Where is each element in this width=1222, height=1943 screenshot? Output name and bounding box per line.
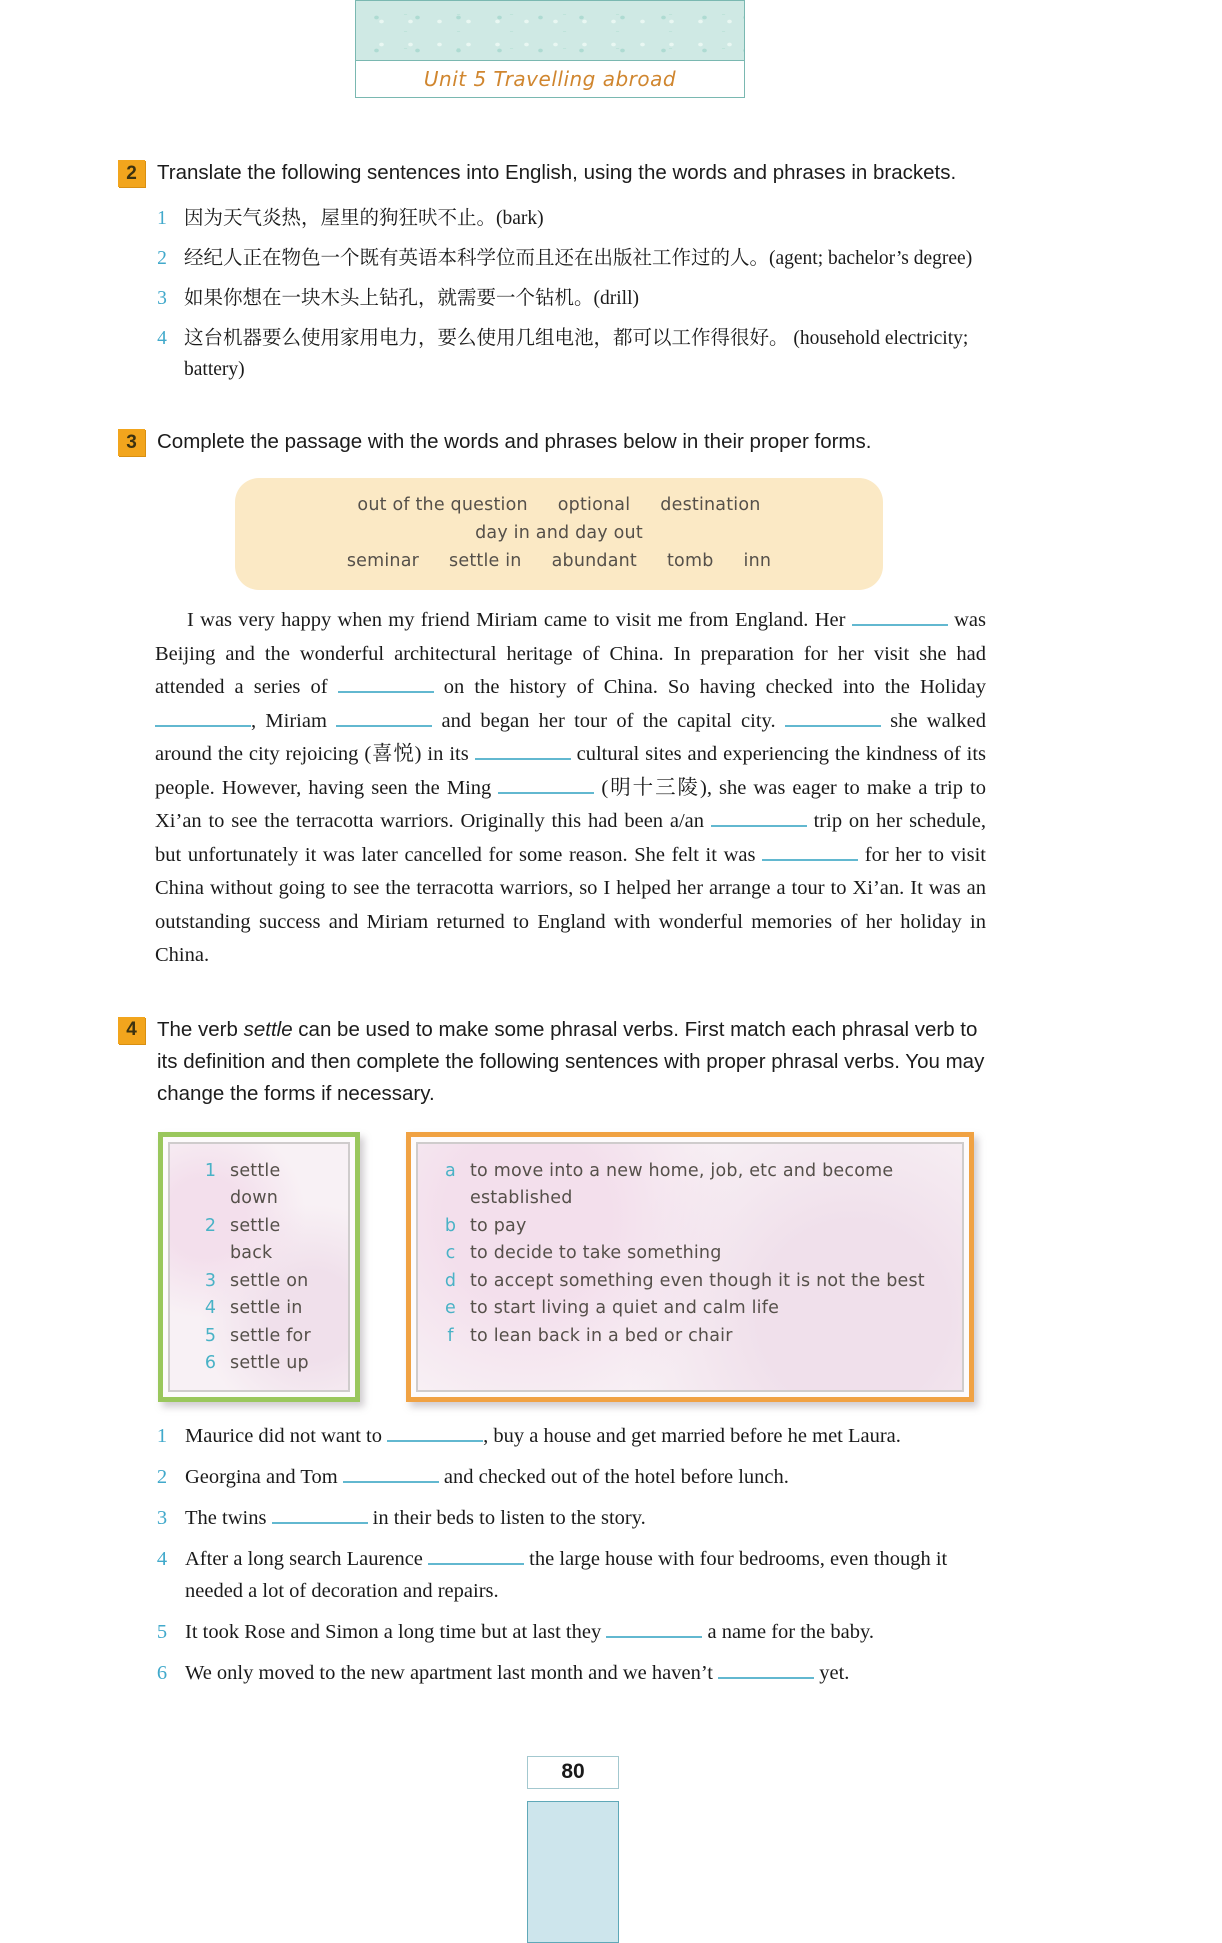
- phrasal-verb-text: settle down: [230, 1160, 281, 1208]
- phrasal-verb-list: [168, 1142, 350, 1392]
- fill-in-blank: [606, 1624, 702, 1638]
- phrasal-verb-number: 2: [204, 1215, 217, 1236]
- sentence-number: 2: [156, 1465, 168, 1488]
- item-number: 2: [157, 248, 167, 269]
- item-number: 3: [157, 288, 167, 309]
- word-bank-item: seminar: [346, 551, 420, 571]
- fill-in-blank: [762, 847, 858, 861]
- sentence-list: [118, 1420, 1104, 1690]
- fill-in-blank: [498, 780, 594, 794]
- item-text: 因为天气炎热，屋里的狗狂吠不止。(bark): [184, 208, 544, 229]
- fill-in-blank: [711, 813, 807, 827]
- phrasal-verb-item: [204, 1268, 328, 1296]
- sentence-text: After a long search Laurence the large house with four bedrooms, even though it needed a lot of decoration and repairs.: [185, 1547, 948, 1602]
- phrasal-verb-number: 3: [204, 1270, 217, 1291]
- phrasal-verb-text: settle up: [230, 1353, 309, 1373]
- definition-text: to accept something even though it is not the best: [470, 1270, 925, 1291]
- translation-item: [155, 243, 1005, 274]
- item-text: 如果你想在一块木头上钻孔，就需要一个钻机。(drill): [184, 288, 639, 309]
- exercise-4-heading: [118, 1017, 1104, 1110]
- definition-letter: a: [445, 1160, 456, 1181]
- translation-item-list: [118, 203, 1104, 385]
- sentence-number: 5: [156, 1621, 168, 1643]
- definition-letter: e: [445, 1298, 456, 1318]
- cloze-passage: I was very happy when my friend Miriam came to visit me from England. Her was Beijing and the wonderful architectural heritage of China. In preparation for her visit she had attended a series of on the history of China. So having checked into the Holiday , Miriam and began her tour of the capital city. she walked around the city rejoicing (喜悦) in its cultural sites and experiencing the kindness of its people. However, having seen the Ming (明十三陵), she was eager to make a trip to Xi’an to see the terracotta warriors. Originally this had been a/an trip on her schedule, but unfortunately it was later cancelled for some reason. She felt it was for her to visit China without going to see the terracotta warriors, so I helped her arrange a tour to Xi’an. It was an outstanding success and Miriam returned to England with wonderful memories of her holiday in China.: [155, 609, 986, 966]
- exercise-3-title: Complete the passage with the words and phrases below in their proper forms.: [157, 430, 872, 453]
- definition-text: to start living a quiet and calm life: [470, 1298, 780, 1318]
- item-number: 4: [157, 328, 167, 349]
- item-text: 这台机器要么使用家用电力，要么使用几组电池，都可以工作得很好。 (household electricity; battery): [184, 328, 969, 380]
- exercise-2-number-badge: 2: [118, 160, 145, 187]
- definition-item: [444, 1295, 942, 1323]
- word-bank-line-2: [253, 547, 865, 575]
- phrasal-verb-text: settle for: [230, 1325, 311, 1346]
- footer-tab-block: [527, 1801, 619, 1943]
- fill-in-blank: [428, 1551, 524, 1565]
- sentence-number: 3: [156, 1506, 168, 1529]
- fill-in-sentence: [155, 1543, 1005, 1608]
- fill-in-blank: [785, 713, 881, 727]
- fill-in-sentence: [155, 1502, 1005, 1535]
- exercise-3-number-badge: 3: [118, 429, 145, 456]
- word-bank-item: destination: [660, 495, 761, 515]
- sentence-number: 6: [156, 1662, 168, 1684]
- unit-header-figure: [355, 0, 745, 98]
- word-bank-item: tomb: [667, 551, 714, 571]
- translation-item: [155, 203, 1005, 234]
- word-bank-line-1: [253, 491, 865, 547]
- phrasal-verb-item: [204, 1323, 328, 1351]
- exercise-4-number-badge: 4: [118, 1017, 145, 1044]
- sentence-text: Georgina and Tom and checked out of the hotel before lunch.: [185, 1465, 789, 1488]
- unit-caption: Unit 5 Travelling abroad: [355, 60, 745, 98]
- phrasal-verb-text: settle back: [230, 1215, 281, 1263]
- phrasal-verb-item: [204, 1158, 328, 1213]
- phrasal-verb-text: settle on: [230, 1270, 309, 1291]
- definition-text: to pay: [470, 1215, 527, 1236]
- fill-in-blank: [475, 746, 571, 760]
- fill-in-sentence: [155, 1461, 1005, 1494]
- sentence-text: We only moved to the new apartment last month and we haven’t yet.: [185, 1662, 850, 1684]
- word-bank-item: inn: [743, 551, 772, 571]
- fill-in-sentence: [155, 1657, 1005, 1690]
- definition-item: [444, 1323, 942, 1351]
- item-text: 经纪人正在物色一个既有英语本科学位而且还在出版社工作过的人。(agent; bachelor’s degree): [184, 248, 973, 269]
- page-number: 80: [527, 1756, 619, 1789]
- exercise-3-heading: [118, 429, 1104, 458]
- definition-letter: d: [444, 1270, 457, 1291]
- word-bank-item: settle in: [449, 551, 522, 571]
- sentence-text: Maurice did not want to , buy a house and get married before he met Laura.: [185, 1424, 901, 1447]
- word-bank-item: out of the question: [357, 495, 528, 515]
- exercise-2-section: [118, 160, 1104, 385]
- phrasal-verb-number: 4: [204, 1298, 217, 1318]
- definition-item: [444, 1158, 942, 1213]
- phrasal-verb-text: settle in: [230, 1298, 303, 1318]
- unit-header-image: [355, 0, 745, 60]
- definition-text: to lean back in a bed or chair: [470, 1325, 733, 1346]
- sentence-text: It took Rose and Simon a long time but at last they a name for the baby.: [185, 1621, 875, 1643]
- sentence-number: 1: [156, 1424, 168, 1447]
- definition-item: [444, 1213, 942, 1241]
- word-bank-item: day in and day out: [475, 523, 643, 543]
- phrasal-verb-item: [204, 1295, 328, 1323]
- fill-in-blank: [155, 713, 251, 727]
- definition-list: [416, 1142, 964, 1392]
- definition-letter: c: [445, 1243, 456, 1263]
- phrasal-verb-number: 1: [204, 1160, 217, 1181]
- definition-text: to move into a new home, job, etc and become established: [470, 1160, 894, 1208]
- definition-item: [444, 1240, 942, 1268]
- phrasal-verb-number: 5: [204, 1325, 217, 1346]
- word-bank: [235, 478, 883, 590]
- word-bank-item: abundant: [551, 551, 637, 571]
- translation-item: [155, 323, 1005, 385]
- definition-item: [444, 1268, 942, 1296]
- exercise-2-heading: [118, 160, 1104, 189]
- phrasal-verb-number: 6: [204, 1353, 217, 1373]
- word-bank-item: optional: [557, 495, 631, 515]
- phrasal-verb-box: [158, 1132, 360, 1402]
- fill-in-blank: [336, 713, 432, 727]
- phrasal-verb-item: [204, 1350, 328, 1378]
- fill-in-sentence: [155, 1616, 1005, 1649]
- exercise-4-section: [118, 1017, 1104, 1690]
- sentence-text: The twins in their beds to listen to the story.: [185, 1506, 646, 1529]
- exercise-4-title: The verb settle can be used to make some phrasal verbs. First match each phrasal verb to its definition and then complete the following sentences with proper phrasal verbs. You may change the forms if necessary.: [157, 1017, 985, 1105]
- fill-in-blank: [343, 1469, 439, 1483]
- item-number: 1: [157, 208, 167, 229]
- exercise-3-section: [118, 429, 1104, 973]
- fill-in-blank: [852, 612, 948, 626]
- fill-in-blank: [387, 1428, 483, 1442]
- definition-letter: f: [447, 1325, 454, 1346]
- definition-text: to decide to take something: [470, 1243, 722, 1263]
- fill-in-blank: [338, 679, 434, 693]
- phrasal-verb-item: [204, 1213, 328, 1268]
- sentence-number: 4: [156, 1547, 168, 1570]
- exercise-2-title: Translate the following sentences into English, using the words and phrases in brackets.: [157, 161, 957, 184]
- fill-in-blank: [718, 1665, 814, 1679]
- translation-item: [155, 283, 1005, 314]
- definition-letter: b: [444, 1215, 457, 1236]
- matching-boxes: [158, 1132, 1104, 1402]
- exercise-4-title-verb: settle: [243, 1017, 293, 1041]
- fill-in-blank: [272, 1510, 368, 1524]
- page-footer: [527, 1756, 619, 1943]
- definition-box: [406, 1132, 974, 1402]
- fill-in-sentence: [155, 1420, 1005, 1453]
